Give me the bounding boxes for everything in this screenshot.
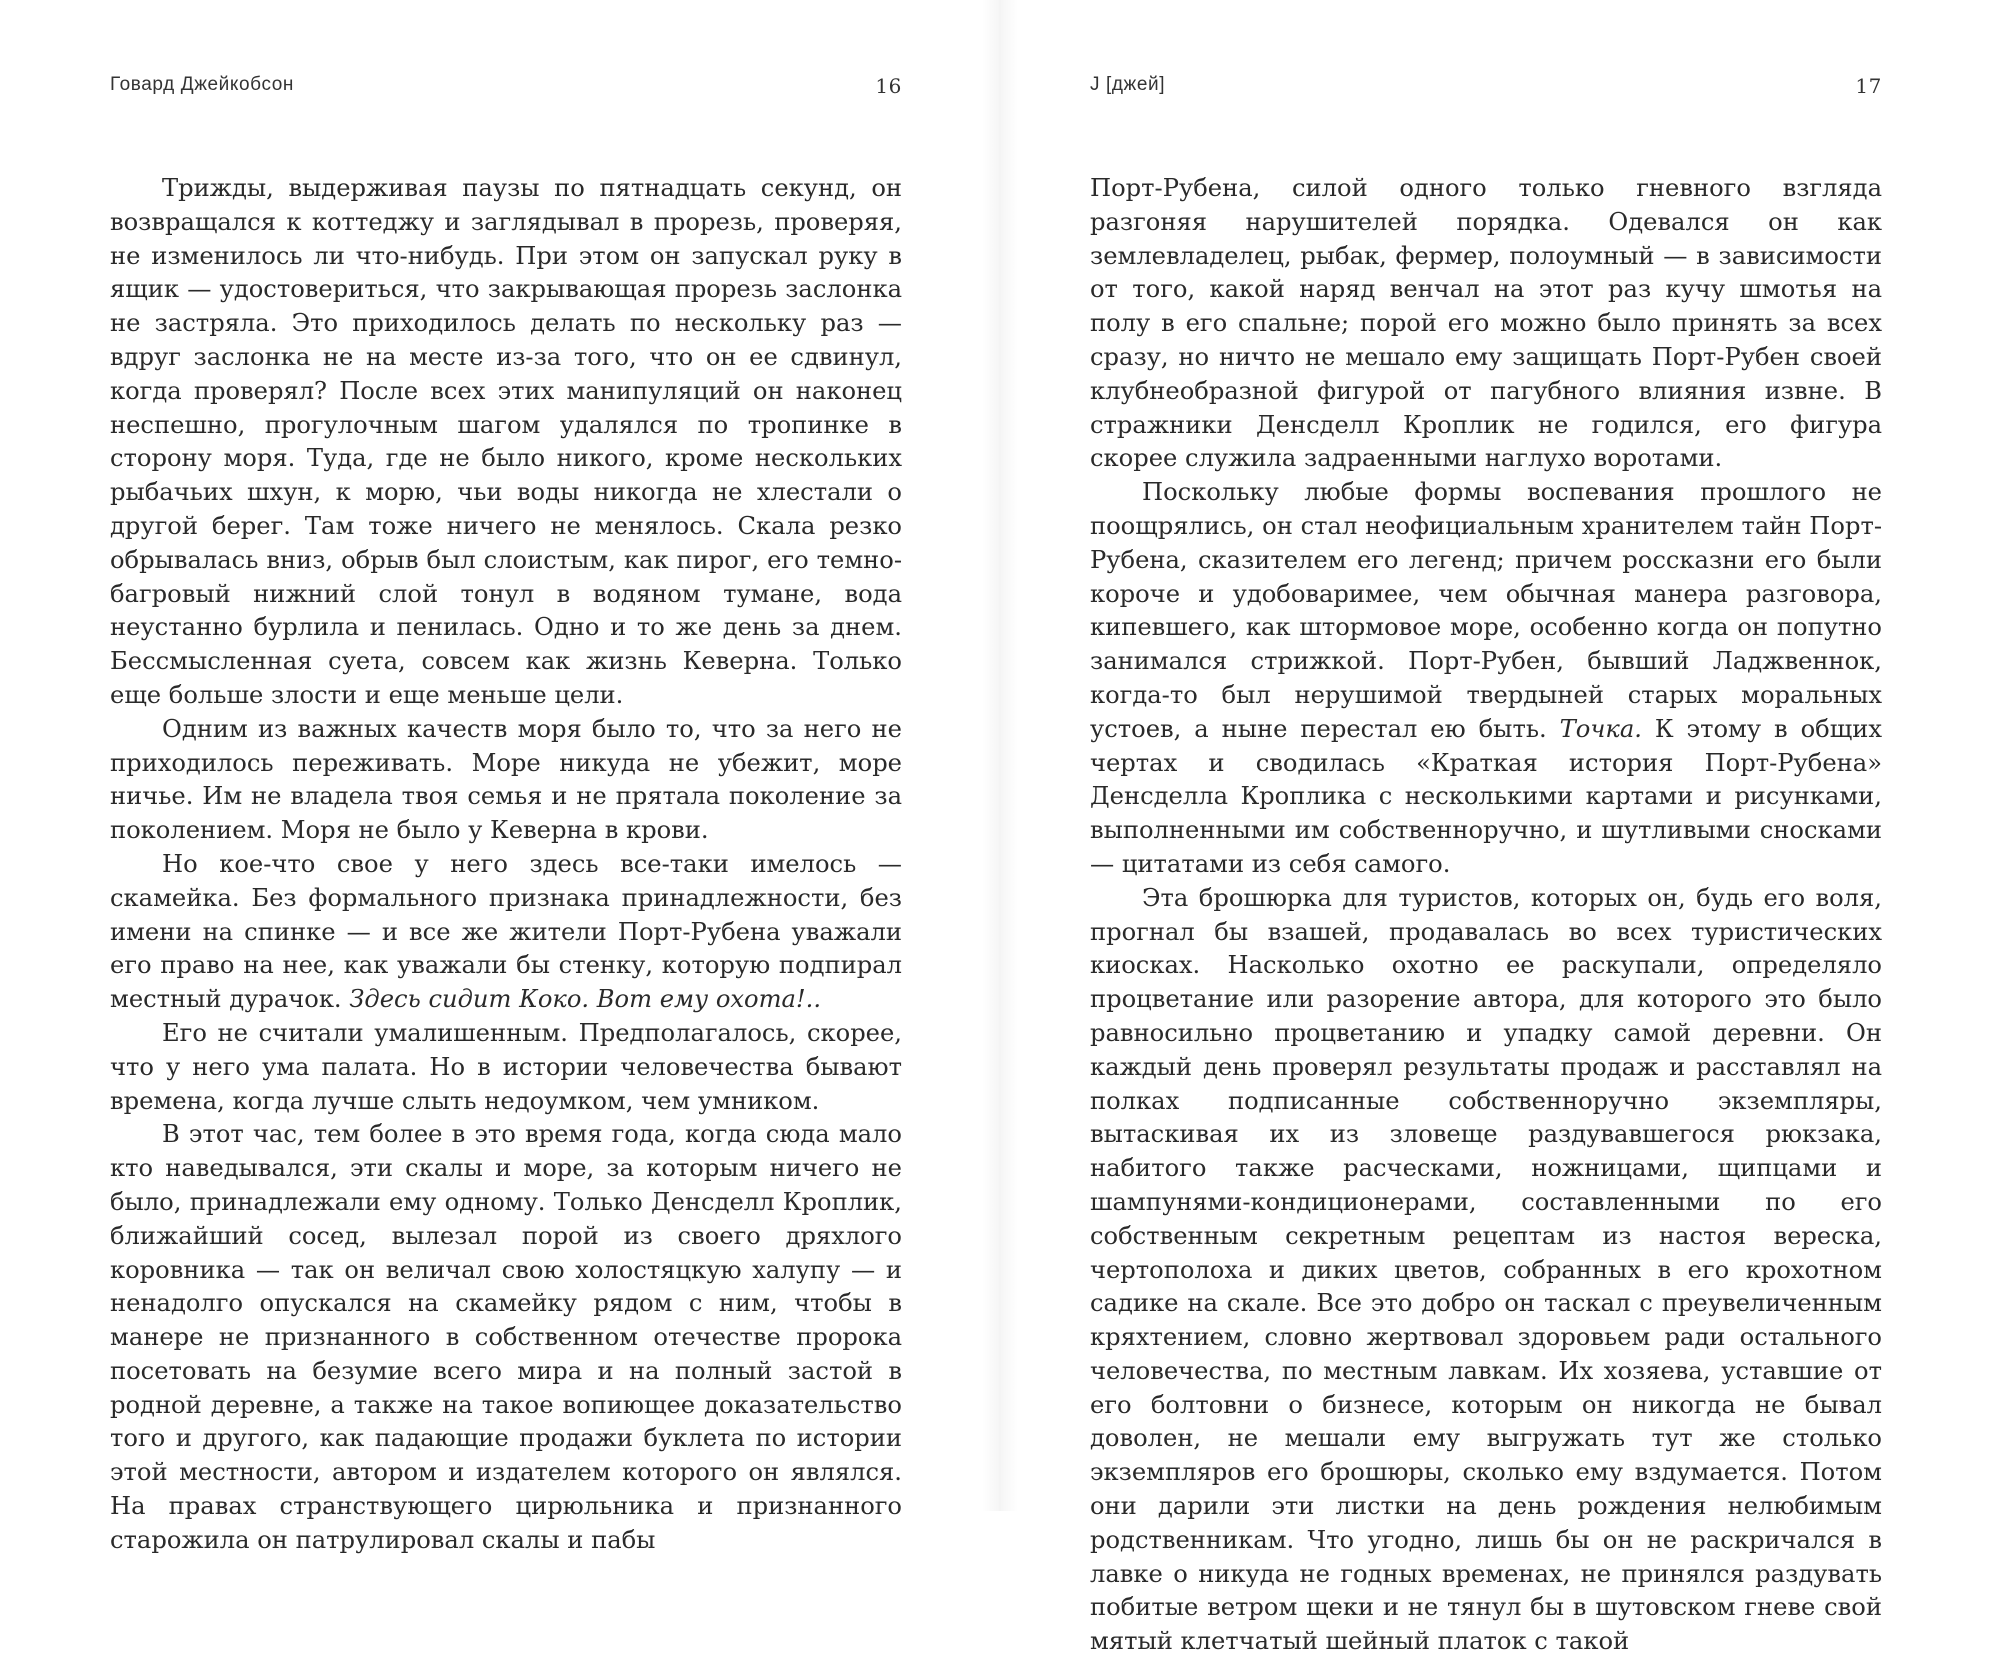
left-page	[110, 0, 902, 1554]
right-page-number: 17	[1855, 74, 1882, 98]
left-page-body	[110, 172, 902, 1558]
paragraph: Но кое-что свое у него здесь все-таки имелось — скамейка. Без формального признака принадлежности, без имени на спинке — и все же жители Порт-Рубена уважали его право на нее, как уважали бы стенку, которую подпирал местный дурачок. Здесь сидит Коко. Вот ему охота!..	[110, 849, 902, 1014]
paragraph: Трижды, выдерживая паузы по пятнадцать секунд, он возвращался к коттеджу и заглядывал в прорезь, проверяя, не изменилось ли что-нибудь. При этом он запускал руку в ящик — удостовериться, что закрывающая прорезь заслонка не застряла. Это приходилось делать по нескольку раз — вдруг заслонка не на месте из-за того, что он ее сдвинул, когда проверял? После всех этих манипуляций он наконец неспешно, прогулочным шагом удалялся по тропинке в сторону моря. Туда, где не было никого, кроме нескольких рыбачьих шхун, к морю, чьи воды никогда не хлестали о другой берег. Там тоже ничего не менялось. Скала резко обрывалась вниз, обрыв был слоистым, как пирог, его темно-багровый нижний слой тонул в водяном тумане, вода неустанно бурлила и пенилась. Одно и то же день за днем. Бессмысленная суета, совсем как жизнь Кеверна. Только еще больше злости и еще меньше цели.	[110, 174, 902, 709]
right-running-head	[1090, 74, 1882, 104]
right-page	[1090, 0, 1882, 1656]
left-running-head-title: Говард Джейкобсон	[110, 74, 295, 95]
left-running-head	[110, 74, 902, 104]
paragraph: Эта брошюрка для туристов, которых он, будь его воля, прогнал бы взашей, продавалась во всех туристических киосках. Насколько охотно ее раскупали, определяло процветание или разорение автора, для которого это было равносильно процветанию и упадку самой деревни. Он каждый день проверял результаты продаж и расставлял на полках подписанные собственноручно экземпляры, вытаскивая их из зловеще раздувавшегося рюкзака, набитого также расческами, ножницами, щипцами и шампунями-кондиционерами, составленными по его собственным секретным рецептам из настоя вереска, чертополоха и диких цветов, собранных в его крохотном садике на скале. Все это добро он таскал с преувеличенным кряхтением, словно жертвовал здоровьем ради остального человечества, по местным лавкам. Их хозяева, уставшие от его болтовни о бизнесе, которым он никогда не бывал доволен, не мешали ему выгружать тут же столько экземпляров его брошюры, сколько ему вздумается. Потом они дарили эти листки на день рождения нелюбимым родственникам. Что угодно, лишь бы он не раскричался в лавке о никуда не годных временах, не принялся раздувать побитые ветром щеки и не тянул бы в шутовском гневе свой мятый клетчатый шейный платок с такой	[1090, 883, 1882, 1656]
paragraph: Поскольку любые формы воспевания прошлого не поощрялись, он стал неофициальным хранителем тайн Порт-Рубена, сказителем его легенд; причем россказни его были короче и удобоваримее, чем обычная манера разговора, кипевшего, как штормовое море, особенно когда он попутно занимался стрижкой. Порт-Рубен, бывший Ладжвеннок, когда-то был нерушимой твердыней старых моральных устоев, а ныне перестал ею быть. Точка. К этому в общих чертах и сводилась «Краткая история Порт-Рубена» Денсделла Кроплика с несколькими картами и рисунками, выполненными им собственноручно, и шутливыми сносками — цитатами из себя самого.	[1090, 478, 1882, 878]
paragraph-continued: Порт-Рубена, силой одного только гневного взгляда разгоняя нарушителей порядка. Одевался он как землевладелец, рыбак, фермер, полоумный — в зависимости от того, какой наряд венчал на этот раз кучу шмотья на полу в его спальне; порой его можно было принять за всех сразу, но ничто не мешало ему защищать Порт-Рубен своей клубнеобразной фигурой от пагубного влияния извне. В стражники Денсделл Кроплик не годился, его фигура скорее служила задраенными наглухо воротами.	[1090, 174, 1882, 473]
italic-phrase: Здесь сидит Коко. Вот ему охота!..	[349, 985, 822, 1014]
left-page-number: 16	[875, 74, 902, 98]
paragraph: В этот час, тем более в это время года, когда сюда мало кто наведывался, эти скалы и море, за которым ничего не было, принадлежали ему одному. Только Денсделл Кроплик, ближайший сосед, вылезал порой из своего дряхлого коровника — так он величал свою холостяцкую халупу — и ненадолго опускался на скамейку рядом с ним, чтобы в манере не признанного в собственном отечестве пророка посетовать на безумие всего мира и на полный застой в родной деревне, а также на такое вопиющее доказательство того и другого, как падающие продажи буклета по истории этой местности, автором и издателем которого он являлся. На правах странствующего цирюльника и признанного старожила он патрулировал скалы и пабы	[110, 1120, 902, 1554]
right-running-head-title: J [джей]	[1090, 74, 1166, 95]
book-gutter	[982, 0, 1018, 1511]
right-page-body	[1090, 172, 1882, 1659]
italic-phrase: Точка.	[1559, 714, 1642, 743]
paragraph: Одним из важных качеств моря было то, что за него не приходилось переживать. Море никуда не убежит, море ничье. Им не владела твоя семья и не прятала поколение за поколением. Моря не было у Кеверна в крови.	[110, 714, 902, 845]
paragraph: Его не считали умалишенным. Предполагалось, скорее, что у него ума палата. Но в истории человечества бывают времена, когда лучше слыть недоумком, чем умником.	[110, 1018, 902, 1115]
